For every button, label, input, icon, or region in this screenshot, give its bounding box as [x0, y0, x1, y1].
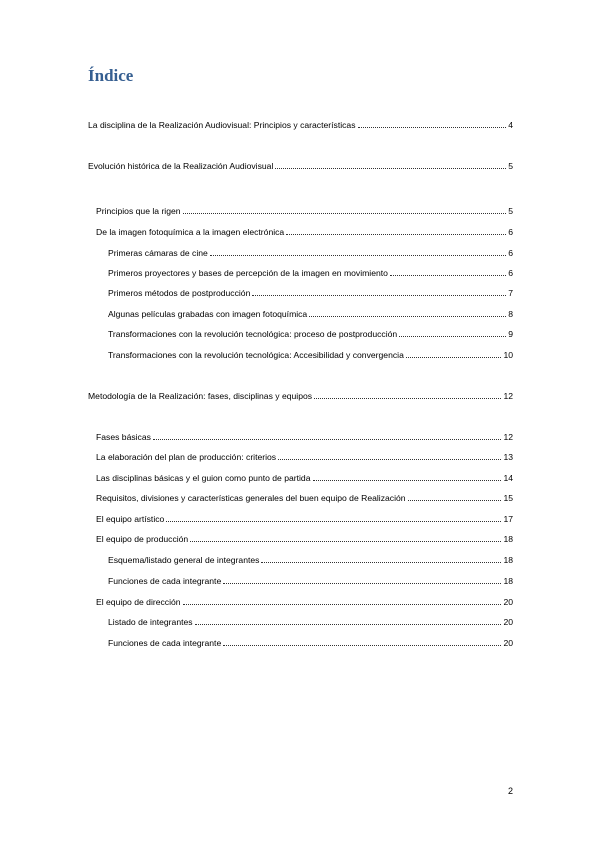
toc-entry[interactable]	[96, 533, 513, 545]
toc-entry-page: 12	[503, 432, 513, 442]
dot-leader	[195, 616, 502, 625]
dot-leader	[183, 205, 507, 214]
toc-entry[interactable]	[108, 616, 513, 628]
toc-entry[interactable]	[96, 451, 513, 463]
toc-entry[interactable]	[108, 575, 513, 587]
dot-leader	[153, 431, 502, 440]
toc-entry-label: De la imagen fotoquímica a la imagen electrónica	[96, 227, 285, 237]
toc-entry-page: 6	[508, 227, 513, 237]
toc-entry-label: El equipo artístico	[96, 514, 165, 524]
toc-entry-page: 20	[503, 617, 513, 627]
toc-entry-page: 18	[503, 534, 513, 544]
toc-entry[interactable]	[96, 205, 513, 217]
dot-leader	[313, 472, 502, 481]
dot-leader	[223, 637, 501, 646]
toc-entry-page: 14	[503, 473, 513, 483]
dot-leader	[223, 575, 501, 584]
dot-leader	[166, 513, 501, 522]
toc-entry-page: 17	[503, 514, 513, 524]
dot-leader	[406, 349, 502, 358]
toc-entry[interactable]	[96, 513, 513, 525]
toc-entry-label: El equipo de dirección	[96, 597, 181, 607]
toc-entry-page: 6	[508, 268, 513, 278]
toc-entry[interactable]	[108, 328, 513, 340]
toc-entry[interactable]	[88, 160, 513, 172]
toc-entry-page: 5	[508, 206, 513, 216]
toc-entry[interactable]	[108, 637, 513, 649]
toc-entry-page: 13	[503, 452, 513, 462]
toc-entry[interactable]	[96, 492, 513, 504]
toc-entry-label: Esquema/listado general de integrantes	[108, 555, 260, 565]
toc-entry[interactable]	[96, 226, 513, 238]
toc-entry-page: 20	[503, 638, 513, 648]
toc-entry[interactable]	[96, 431, 513, 443]
toc-entry-label: Algunas películas grabadas con imagen fotoquímica	[108, 309, 308, 319]
toc-entry-label: Metodología de la Realización: fases, disciplinas y equipos	[88, 391, 313, 401]
toc-entry-page: 12	[503, 391, 513, 401]
dot-leader	[390, 267, 506, 276]
dot-leader	[399, 328, 506, 337]
toc-entry-page: 8	[508, 309, 513, 319]
toc-entry[interactable]	[88, 119, 513, 131]
toc-entry-label: La disciplina de la Realización Audiovisual: Principios y características	[88, 120, 356, 130]
toc-entry-label: Las disciplinas básicas y el guion como punto de partida	[96, 473, 311, 483]
toc-entry-label: Funciones de cada integrante	[108, 576, 222, 586]
toc-entry-label: Transformaciones con la revolución tecnológica: Accesibilidad y convergencia	[108, 350, 404, 360]
dot-leader	[278, 451, 501, 460]
toc-entry-page: 4	[508, 120, 513, 130]
toc-entry-label: Transformaciones con la revolución tecnológica: proceso de postproducción	[108, 329, 398, 339]
toc-entry-label: Fases básicas	[96, 432, 151, 442]
dot-leader	[252, 287, 506, 296]
toc-entry-label: Evolución histórica de la Realización Audiovisual	[88, 161, 274, 171]
toc-entry[interactable]	[108, 554, 513, 566]
toc-entry-label: El equipo de producción	[96, 534, 189, 544]
dot-leader	[210, 247, 506, 256]
toc-entry[interactable]	[108, 287, 513, 299]
dot-leader	[190, 533, 501, 542]
toc-entry[interactable]	[108, 267, 513, 279]
toc-entry-page: 9	[508, 329, 513, 339]
toc-entry-label: Funciones de cada integrante	[108, 638, 222, 648]
toc-entry-page: 15	[503, 493, 513, 503]
toc-entry-label: Primeros proyectores y bases de percepción de la imagen en movimiento	[108, 268, 388, 278]
dot-leader	[309, 308, 506, 317]
toc-entry-page: 18	[503, 555, 513, 565]
dot-leader	[275, 160, 506, 169]
dot-leader	[183, 596, 502, 605]
toc-entry-label: Listado de integrantes	[108, 617, 193, 627]
toc-entry[interactable]	[96, 596, 513, 608]
toc-entry-page: 18	[503, 576, 513, 586]
dot-leader	[286, 226, 506, 235]
page-number: 2	[508, 786, 514, 796]
dot-leader	[408, 492, 502, 501]
toc-entry-label: La elaboración del plan de producción: criterios	[96, 452, 277, 462]
toc-entry-label: Primeras cámaras de cine	[108, 248, 208, 258]
toc-entry-page: 7	[508, 288, 513, 298]
toc-entry[interactable]	[108, 308, 513, 320]
toc-entry-page: 6	[508, 248, 513, 258]
toc-entry-page: 5	[508, 161, 513, 171]
toc-entry-label: Requisitos, divisiones y características generales del buen equipo de Realización	[96, 493, 406, 503]
dot-leader	[314, 390, 501, 399]
toc-entry[interactable]	[108, 349, 513, 361]
dot-leader	[261, 554, 501, 563]
toc-entry[interactable]	[96, 472, 513, 484]
toc-entry[interactable]	[108, 247, 513, 259]
toc-entry-label: Primeros métodos de postproducción	[108, 288, 251, 298]
dot-leader	[358, 119, 507, 128]
toc-entry-page: 20	[503, 597, 513, 607]
toc-entry[interactable]	[88, 390, 513, 402]
toc-entry-page: 10	[503, 350, 513, 360]
page-title: Índice	[88, 66, 134, 85]
toc-entry-label: Principios que la rigen	[96, 206, 181, 216]
